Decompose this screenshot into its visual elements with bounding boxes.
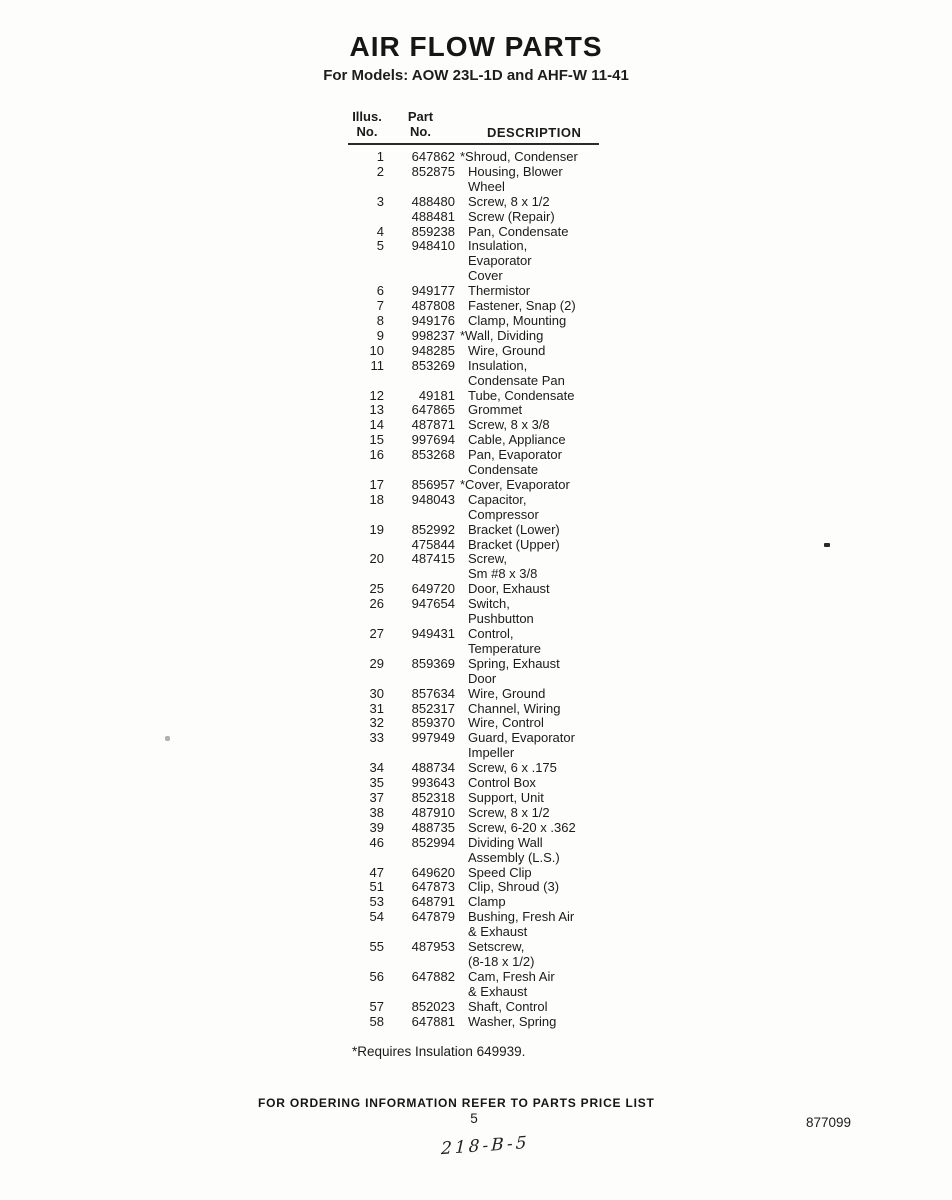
illus-no-cell: 9 [376, 327, 384, 343]
table-row [348, 866, 728, 881]
table-row [348, 418, 728, 433]
part-no-cell: 856957 [411, 476, 455, 492]
part-no-cell: 949176 [411, 312, 455, 328]
description-cell: Screw, Sm #8 x 3/8 [468, 551, 538, 582]
table-row [348, 776, 728, 791]
description-cell: Door, Exhaust [468, 581, 550, 597]
table-row [348, 597, 728, 627]
illus-no-column-header: Illus. No. [352, 109, 382, 139]
table-row [348, 836, 728, 866]
scan-speck [824, 543, 830, 547]
illus-no-cell: 4 [376, 223, 384, 239]
description-cell: Capacitor, Compressor [468, 491, 539, 522]
description-cell: Bracket (Lower) [468, 521, 560, 537]
table-row [348, 403, 728, 418]
illus-no-cell: 58 [369, 1013, 384, 1029]
table-row [348, 478, 728, 493]
part-no-cell: 949431 [411, 626, 455, 641]
part-no-cell: 853269 [411, 357, 455, 373]
description-cell: Screw, 6-20 x .362 [468, 819, 576, 835]
parts-table [348, 109, 728, 1029]
description-cell: Pan, Evaporator Condensate [468, 447, 562, 478]
description-cell: Screw (Repair) [468, 208, 555, 224]
table-row [348, 493, 728, 523]
table-row [348, 359, 728, 389]
description-cell: Speed Clip [468, 864, 532, 880]
description-cell: Wire, Ground [468, 685, 546, 701]
illus-no-cell: 6 [376, 283, 384, 299]
description-cell: Tube, Condensate [468, 387, 575, 403]
table-row [348, 627, 728, 657]
part-no-cell: 488480 [411, 193, 455, 209]
illus-no-cell: 7 [376, 298, 384, 314]
part-no-cell: 859370 [411, 715, 455, 731]
description-cell: *Wall, Dividing [460, 327, 544, 343]
parts-table-header [348, 109, 599, 145]
part-no-cell: 488735 [411, 819, 455, 835]
description-cell: Wire, Control [468, 715, 544, 731]
page-title: AIR FLOW PARTS [349, 31, 603, 62]
table-row [348, 761, 728, 776]
illus-no-cell: 31 [369, 700, 384, 716]
description-cell: Switch, Pushbutton [468, 596, 534, 627]
part-no-cell: 647882 [411, 968, 455, 984]
illus-no-cell: 35 [369, 775, 384, 791]
part-no-cell: 487953 [411, 939, 455, 955]
illus-no-cell: 56 [369, 968, 384, 984]
description-cell: Clip, Shroud (3) [468, 879, 560, 895]
part-no-cell: 649620 [411, 864, 455, 880]
illus-no-cell: 51 [369, 879, 384, 895]
part-no-cell: 487910 [411, 804, 455, 820]
illus-no-cell: 12 [369, 387, 384, 403]
part-no-cell: 948410 [411, 238, 455, 254]
table-row [348, 284, 728, 299]
illus-no-cell: 53 [369, 894, 384, 910]
table-row [348, 314, 728, 329]
table-row [348, 239, 728, 284]
handwritten-code: 218-B-5 [440, 1132, 530, 1160]
illus-no-cell: 14 [369, 417, 384, 433]
table-row [348, 731, 728, 761]
illus-no-cell: 46 [369, 834, 384, 850]
illus-no-cell: 20 [369, 551, 384, 567]
illus-no-cell: 18 [369, 491, 384, 507]
table-row [348, 687, 728, 702]
part-no-cell: 475844 [411, 536, 455, 552]
part-no-cell: 852994 [411, 834, 455, 850]
part-no-cell: 852992 [411, 521, 455, 537]
illus-no-cell: 11 [370, 357, 384, 373]
description-cell: Screw, 8 x 1/2 [468, 193, 550, 209]
parts-table-rows [348, 150, 728, 1029]
description-cell: Insulation, Condensate Pan [468, 357, 565, 388]
description-column-header: DESCRIPTION [487, 125, 582, 140]
description-cell: Thermistor [468, 283, 531, 299]
table-row [348, 806, 728, 821]
part-no-cell: 647881 [411, 1013, 455, 1029]
table-row [348, 210, 728, 225]
description-cell: Bracket (Upper) [468, 536, 560, 552]
illus-no-cell: 26 [369, 596, 384, 612]
table-row [348, 389, 728, 404]
illus-no-cell: 1 [376, 149, 384, 164]
part-no-cell: 488481 [411, 208, 455, 224]
part-no-cell: 947654 [411, 596, 455, 612]
table-row [348, 657, 728, 687]
illus-no-cell: 13 [369, 402, 384, 418]
illus-no-cell: 38 [369, 804, 384, 820]
description-cell: Channel, Wiring [468, 700, 561, 716]
illus-no-cell: 8 [376, 312, 384, 328]
part-no-cell: 487415 [411, 551, 455, 567]
table-row [348, 821, 728, 836]
illus-no-cell: 32 [369, 715, 384, 731]
part-no-cell: 488734 [411, 760, 455, 776]
part-no-cell: 949177 [411, 283, 455, 299]
part-no-cell: 647873 [411, 879, 455, 895]
part-no-cell: 997949 [411, 730, 455, 746]
table-row [348, 538, 728, 553]
description-cell: Screw, 8 x 3/8 [468, 417, 550, 433]
illus-no-cell: 54 [369, 909, 384, 925]
part-no-cell: 648791 [411, 894, 455, 910]
illus-no-cell: 27 [369, 626, 384, 641]
description-cell: Setscrew, (8-18 x 1/2) [468, 939, 535, 969]
description-cell: Guard, Evaporator Impeller [468, 730, 575, 761]
part-no-cell: 647865 [411, 402, 455, 418]
illus-no-cell: 47 [369, 864, 384, 880]
scan-speck [165, 736, 170, 741]
table-row [348, 1000, 728, 1015]
table-row [348, 448, 728, 478]
table-row [348, 344, 728, 359]
description-cell: Housing, Blower Wheel [468, 163, 563, 194]
insulation-footnote: *Requires Insulation 649939. [352, 1044, 526, 1059]
part-no-cell: 852875 [411, 163, 455, 179]
description-cell: Wire, Ground [468, 342, 546, 358]
form-number: 877099 [806, 1115, 852, 1130]
illus-no-cell: 34 [369, 760, 384, 776]
part-no-cell: 852318 [411, 789, 455, 805]
part-no-cell: 647862 [411, 149, 455, 164]
part-no-cell: 49181 [418, 387, 455, 403]
description-cell: Cam, Fresh Air & Exhaust [468, 968, 555, 999]
table-row [348, 970, 728, 1000]
table-row [348, 523, 728, 538]
description-cell: Support, Unit [468, 789, 544, 805]
table-row [348, 552, 728, 582]
illus-no-cell: 19 [369, 521, 384, 537]
illus-no-cell: 30 [369, 685, 384, 701]
description-cell: *Shroud, Condenser [460, 149, 578, 164]
table-row [348, 940, 728, 970]
description-cell: Control Box [468, 775, 536, 791]
table-row [348, 582, 728, 597]
description-cell: Bushing, Fresh Air & Exhaust [468, 909, 575, 940]
table-row [348, 791, 728, 806]
part-no-cell: 487871 [411, 417, 455, 433]
part-no-cell: 647879 [411, 909, 455, 925]
table-row [348, 1015, 728, 1030]
description-cell: Clamp [468, 894, 506, 910]
description-cell: Cable, Appliance [468, 432, 566, 448]
description-cell: Screw, 8 x 1/2 [468, 804, 550, 820]
part-no-cell: 859238 [411, 223, 455, 239]
description-cell: Clamp, Mounting [468, 312, 567, 328]
illus-no-cell: 16 [369, 447, 384, 463]
ordering-information-note: FOR ORDERING INFORMATION REFER TO PARTS PRICE LIST [258, 1096, 655, 1110]
part-no-cell: 948043 [411, 491, 455, 507]
table-row [348, 195, 728, 210]
part-no-cell: 853268 [411, 447, 455, 463]
description-cell: Screw, 6 x .175 [468, 760, 557, 776]
table-row [348, 880, 728, 895]
illus-no-cell: 15 [369, 432, 384, 448]
illus-no-cell: 2 [376, 163, 384, 179]
description-cell: *Cover, Evaporator [460, 476, 570, 492]
table-row [348, 150, 728, 165]
illus-no-cell: 5 [376, 238, 384, 254]
illus-no-cell: 25 [369, 581, 384, 597]
illus-no-cell: 57 [369, 998, 384, 1014]
illus-no-cell: 10 [369, 342, 384, 358]
description-cell: Insulation, Evaporator Cover [468, 238, 532, 284]
page-number: 5 [470, 1111, 478, 1126]
table-row [348, 702, 728, 717]
table-row [348, 895, 728, 910]
table-row [348, 716, 728, 731]
description-cell: Fastener, Snap (2) [468, 298, 576, 314]
part-no-cell: 852317 [411, 700, 455, 716]
illus-no-cell: 29 [369, 655, 384, 671]
part-no-cell: 487808 [411, 298, 455, 314]
illus-no-cell: 17 [369, 476, 384, 492]
table-row [348, 225, 728, 240]
table-row [348, 329, 728, 344]
table-row [348, 299, 728, 314]
description-cell: Shaft, Control [468, 998, 548, 1014]
table-row [348, 165, 728, 195]
part-no-cell: 948285 [411, 342, 455, 358]
illus-no-cell: 55 [369, 939, 384, 955]
description-cell: Control, Temperature [468, 626, 541, 656]
description-cell: Dividing Wall Assembly (L.S.) [468, 834, 560, 865]
table-row [348, 433, 728, 448]
part-no-cell: 852023 [411, 998, 455, 1014]
illus-no-cell: 37 [369, 789, 384, 805]
part-no-cell: 998237 [411, 327, 455, 343]
part-no-cell: 859369 [411, 655, 455, 671]
description-cell: Pan, Condensate [468, 223, 569, 239]
table-row [348, 910, 728, 940]
part-no-cell: 997694 [411, 432, 455, 448]
description-cell: Spring, Exhaust Door [468, 655, 560, 686]
models-subtitle: For Models: AOW 23L-1D and AHF-W 11-41 [323, 67, 629, 84]
illus-no-cell: 3 [376, 193, 384, 209]
part-no-cell: 993643 [411, 775, 455, 791]
part-no-cell: 649720 [411, 581, 455, 597]
illus-no-cell: 33 [369, 730, 384, 746]
description-cell: Washer, Spring [468, 1013, 557, 1029]
part-no-column-header: Part No. [407, 109, 434, 139]
illus-no-cell: 39 [369, 819, 384, 835]
description-cell: Grommet [468, 402, 523, 418]
part-no-cell: 857634 [411, 685, 455, 701]
